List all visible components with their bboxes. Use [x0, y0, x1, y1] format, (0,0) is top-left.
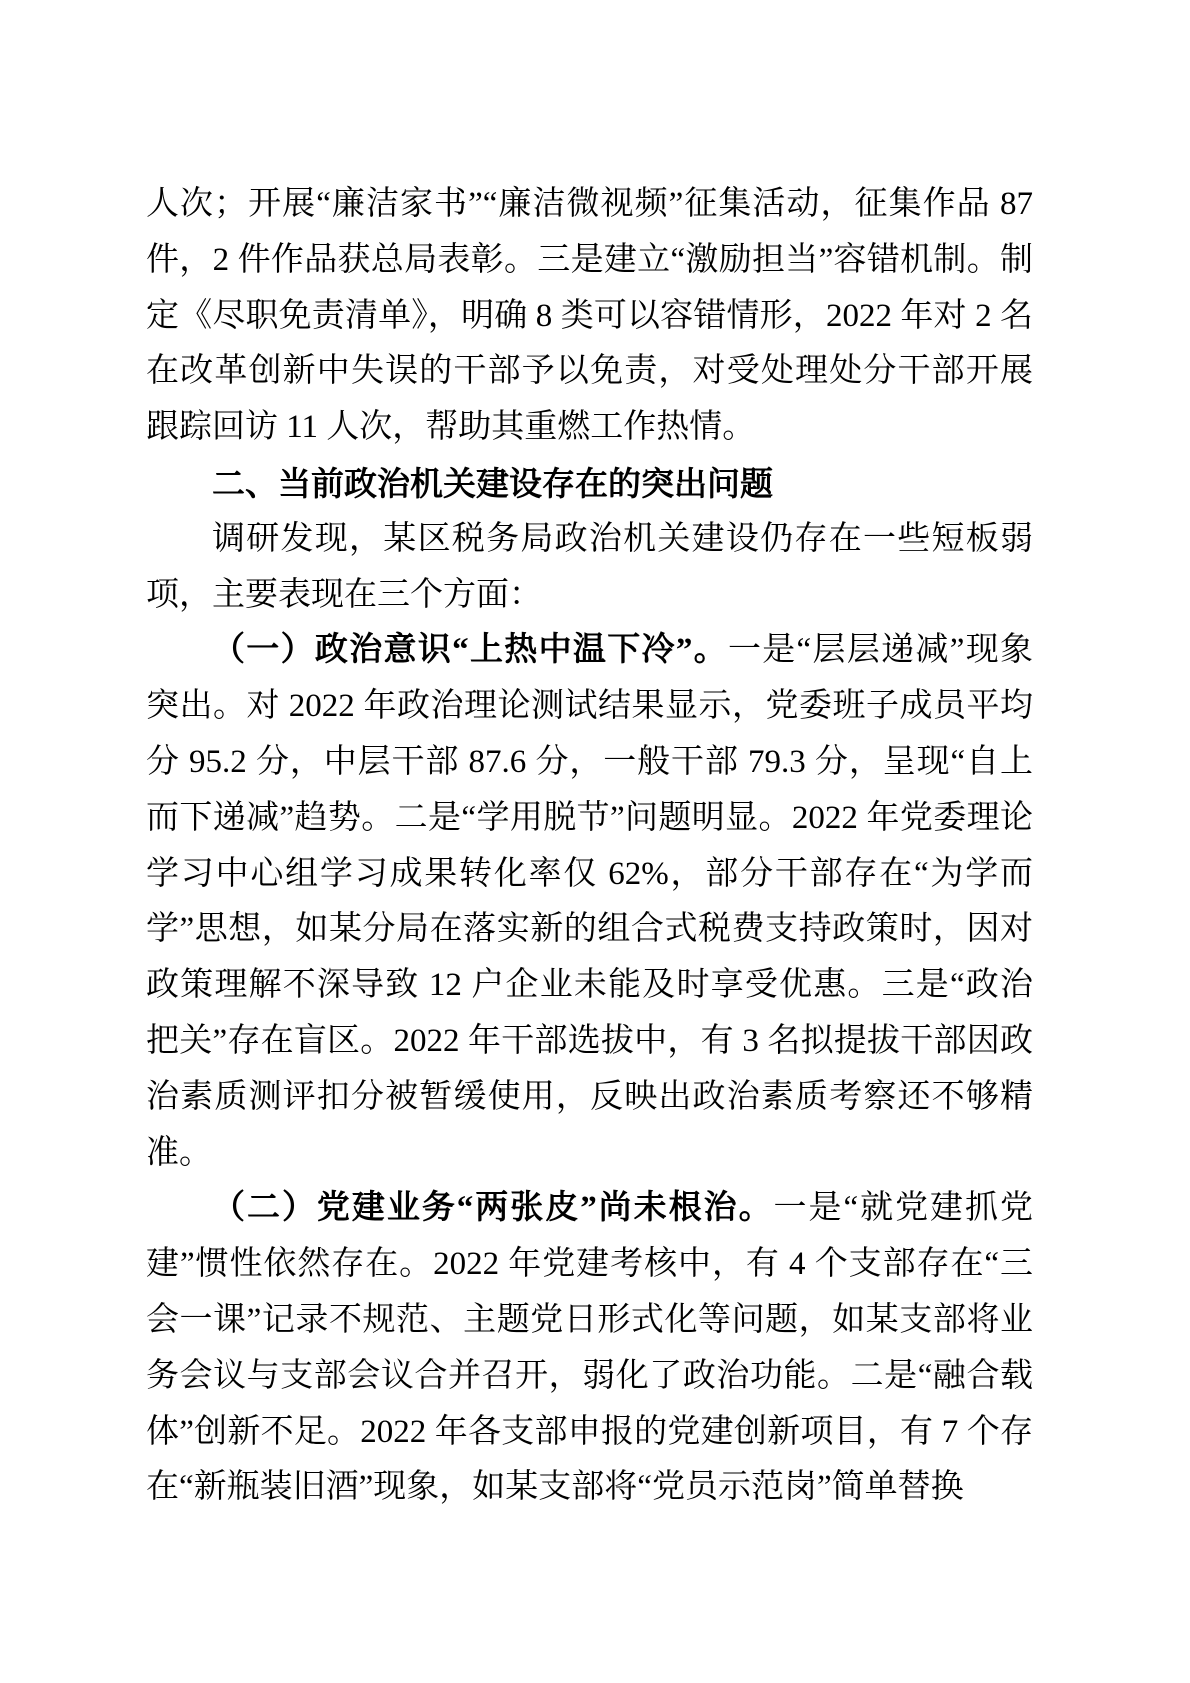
- item-1-lead: （一）政治意识“上热中温下冷”。: [212, 632, 728, 669]
- item-2-paragraph: [146, 1181, 1033, 1516]
- item-2-body: 一是“就党建抓党建”惯性依然存在。2022 年党建考核中，有 4 个支部存在“三会一课”记录不规范、主题党日形式化等问题，如某支部将业务会议与支部会议合并召开，弱化了政治功能。二是“融合载体”创新不足。2022 年各支部申报的党建创新项目，有 7 个存在“新瓶装旧酒”现象，如某支部将“党员示范岗”简单替换: [146, 1190, 1034, 1506]
- item-1-paragraph: [146, 623, 1033, 1181]
- document-text-block: [146, 177, 1033, 1516]
- intro-paragraph: 调研发现，某区税务局政治机关建设仍存在一些短板弱项，主要表现在三个方面：: [146, 520, 1033, 613]
- paragraph-continued-from-previous-page: 人次；开展“廉洁家书”“廉洁微视频”征集活动，征集作品 87 件，2 件作品获总局表彰。三是建立“激励担当”容错机制。制定《尽职免责清单》，明确 8 类可以容错情形，2022 年对 2 名在改革创新中失误的干部予以免责，对受处理处分干部开展跟踪回访 11 人次，帮助其重燃工作热情。: [146, 186, 1033, 446]
- item-2-lead: （二）党建业务“两张皮”尚未根治。: [212, 1190, 774, 1227]
- item-1-body: 一是“层层递减”现象突出。对 2022 年政治理论测试结果显示，党委班子成员平均分 95.2 分，中层干部 87.6 分，一般干部 79.3 分，呈现“自上而下递减”趋势。二是“学用脱节”问题明显。2022 年党委理论学习中心组学习成果转化率仅 62%，部分干部存在“为学而学”思想，如某分局在落实新的组合式税费支持政策时，因对政策理解不深导致 12 户企业未能及时享受优惠。三是“政治把关”存在盲区。2022 年干部选拔中，有 3 名拟提拔干部因政治素质测评扣分被暂缓使用，反映出政治素质考察还不够精准。: [146, 632, 1034, 1171]
- section-heading-2: 二、当前政治机关建设存在的突出问题: [212, 464, 773, 502]
